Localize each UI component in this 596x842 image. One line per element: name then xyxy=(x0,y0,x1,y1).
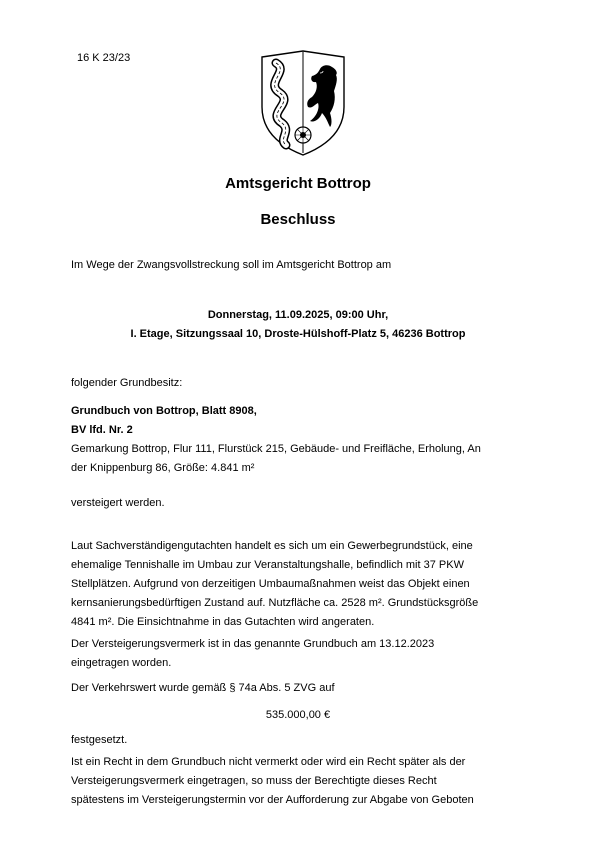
gemarkung-line-2: der Knippenburg 86, Größe: 4.841 m² xyxy=(71,462,255,474)
gemarkung-line-1: Gemarkung Bottrop, Flur 111, Flurstück 215, Gebäude- und Freifläche, Erholung, An xyxy=(71,443,481,455)
vermerk-line-2: eingetragen worden. xyxy=(71,657,172,669)
document-title: Beschluss xyxy=(260,211,336,228)
file-number: 16 K 23/23 xyxy=(77,52,131,64)
gutachten-line-3: Stellplätzen. Aufgrund von derzeitigen Umbaumaßnahmen weist das Objekt einen xyxy=(71,578,470,590)
grundbuch-entry: Grundbuch von Bottrop, Blatt 8908, xyxy=(71,405,257,417)
gutachten-line-1: Laut Sachverständigengutachten handelt es sich um ein Gewerbegrundstück, eine xyxy=(71,540,473,552)
versteigert-text: versteigert werden. xyxy=(71,497,165,509)
auction-location: I. Etage, Sitzungssaal 10, Droste-Hülshoff-Platz 5, 46236 Bottrop xyxy=(130,328,466,340)
gutachten-line-2: ehemalige Tennishalle im Umbau zur Veranstaltungshalle, befindlich mit 37 PKW xyxy=(71,559,464,571)
gutachten-line-5: 4841 m². Die Einsichtnahme in das Gutachten wird angeraten. xyxy=(71,616,375,628)
bv-number: BV lfd. Nr. 2 xyxy=(71,424,133,436)
court-name: Amtsgericht Bottrop xyxy=(225,175,371,192)
vermerk-line-1: Der Versteigerungsvermerk ist in das genannte Grundbuch am 13.12.2023 xyxy=(71,638,435,650)
gutachten-line-4: kernsanierungsbedürftigen Zustand auf. Nutzfläche ca. 2528 m². Grundstücksgröße xyxy=(71,597,479,609)
verkehrswert-text: Der Verkehrswert wurde gemäß § 74a Abs. 5 ZVG auf xyxy=(71,682,335,694)
festgesetzt-text: festgesetzt. xyxy=(71,734,128,746)
property-intro: folgender Grundbesitz: xyxy=(71,377,183,389)
auction-date: Donnerstag, 11.09.2025, 09:00 Uhr, xyxy=(207,309,389,321)
recht-line-1: Ist ein Recht in dem Grundbuch nicht vermerkt oder wird ein Recht später als der xyxy=(71,756,466,768)
coat-of-arms-icon xyxy=(256,47,350,159)
intro-text: Im Wege der Zwangsvollstreckung soll im Amtsgericht Bottrop am xyxy=(71,259,392,271)
recht-line-3: spätestens im Versteigerungstermin vor der Aufforderung zur Abgabe von Geboten xyxy=(71,794,474,806)
market-value-amount: 535.000,00 € xyxy=(265,709,331,721)
recht-line-2: Versteigerungsvermerk eingetragen, so muss der Berechtigte dieses Recht xyxy=(71,775,437,787)
